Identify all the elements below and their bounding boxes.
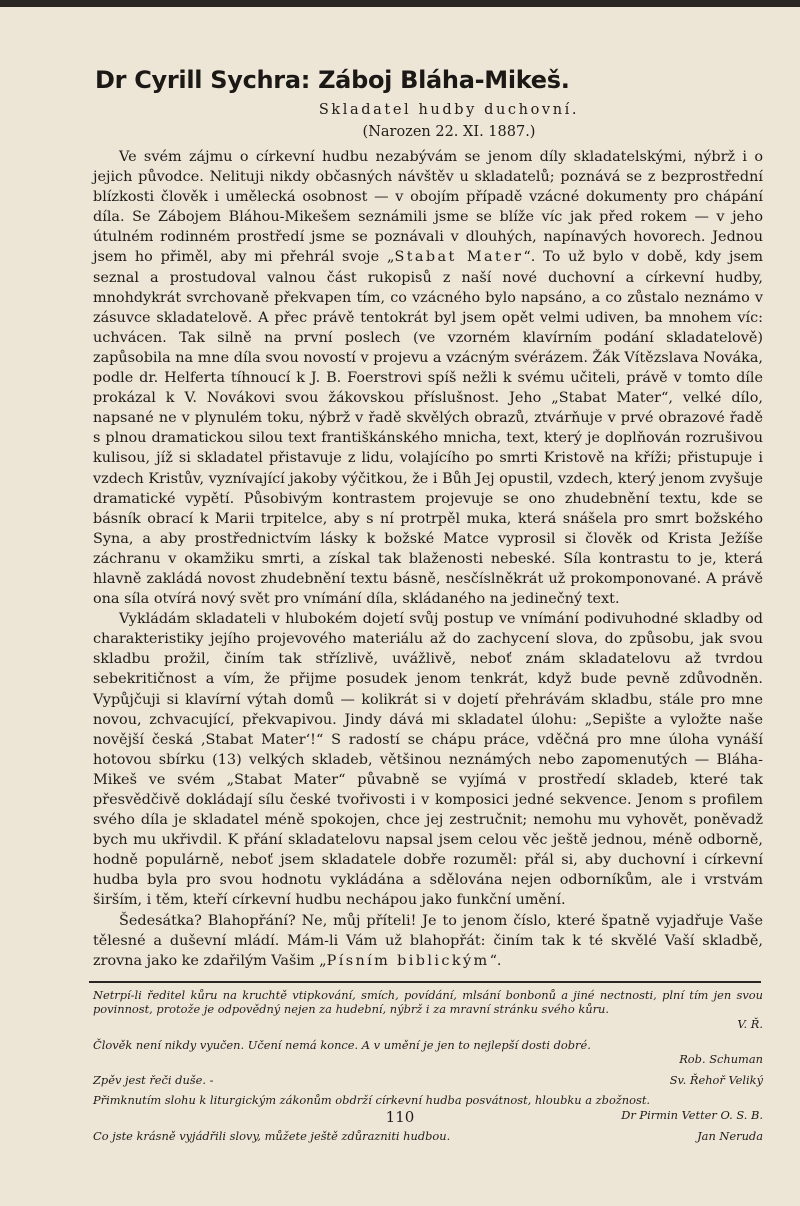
quote-2 (93, 1038, 763, 1067)
quote-author: V. Ř. (737, 1017, 763, 1032)
paragraph-3-start: Šedesátka? Blahopřání? Ne, můj příteli! Je to jenom číslo, které špatně vyjadřuje Vaše tělesné a duševní mládí. Mám-li Vám už blahopřát: činím tak k té skvělé Vaší skladbě, zrovna jako ke zdařilým Vašim „ (93, 912, 763, 969)
article-title: Dr Cyrill Sychra: Záboj Bláha-Mikeš. (95, 66, 570, 94)
quote-author: Jan Neruda (697, 1128, 763, 1143)
quote-text: Přimknutím slohu k liturgickým zákonům obdrží církevní hudba posvátnost, hloubku a zbožnost. (93, 1093, 651, 1108)
quote-author: Sv. Řehoř Veliký (669, 1072, 763, 1087)
quote-3 (93, 1073, 763, 1088)
paragraph-1 (93, 147, 763, 609)
page-content (93, 66, 763, 1149)
quote-author: Dr Pirmin Vetter O. S. B. (621, 1108, 763, 1122)
birth-date: (Narozen 22. XI. 1887.) (362, 124, 536, 140)
paragraph-1-end: “. To už bylo v době, kdy jsem seznal a prostudoval valnou část rukopisů z naší nové duchovní a církevní hudby, mnohdykrát svrchovaně překvapen tím, co vzácného bylo napsáno, a co zůstalo neznámo v zásuvce skladatelově. A přec právě tentokrát byl jsem opět velmi udiven, ba mnohem víc: uchvácen. Tak silně na první poslech (ve vzorném klavírním podání skladatelově) zapůsobila na mne díla svou novostí v projevu a vzácným svérázem. Žák Vítězslava Nováka, podle dr. Helferta tíhnoucí k J. B. Foerstrovi spíš nežli k svému učiteli, právě v tomto díle prokázal k V. Novákovi svou žákovskou příslušnost. Jeho „Stabat Mater“, velké dílo, napsané ne v plynulém toku, nýbrž v řadě skvělých obrazů, ztvárňuje v prvé obrazové řadě s plnou dramatickou silou text františkánského mnicha, text, který je doplňován rozrušivou kulisou, jíž si skladatel přistavuje z lidu, volajícího po smrti Kristově na kříži; přistupuje i vzdech Kristův, vyznívající jakoby výčitkou, že i Bůh Jej opustil, vzdech, který jenom zvyšuje dramatické vypětí. Působivým kontrastem projevuje se ono zhudebnění textu, kde se básník obrací k Marii trpitelce, aby s ní protrpěl muka, která snášela pro smrt božského Syna, a aby prostřednictvím lásky k božské Matce vyprosil si člověk od Krista Ježíše záchranu v okamžiku smrti, a získal tak blaženosti nebeské. Síla kontrastu to je, která hlavně zakládá novost zhudebnění textu básně, nesčíslněkrát už prokomponované. A právě ona síla otvírá nový svět pro vnímání díla, skládaného na jedinečný text. (93, 249, 764, 608)
page-number: 110 (385, 1108, 415, 1126)
paragraph-3 (93, 911, 763, 971)
top-edge-rule (0, 0, 800, 7)
paragraph-2: Vykládám skladateli v hlubokém dojetí svůj postup ve vnímání podivuhodné skladby od charakteristiky jejího projevového materiálu až do zachycení slova, do způsobu, jak svou skladbu prožil, činím tak střízlivě, uvážlivě, neboť znám skladatelovu až tvrdou sebekritičnost a vím, že přijme posudek jenom tenkrát, když bude pevně zdůvodněn. Vypůjčuji si klavírní výtah domů — kolikrát si v dojetí přehrávám skladbu, stále pro mne novou, zchvacující, překvapivou. Jindy dává mi skladatel úlohu: „Sepište a vyložte naše novější česká ‚Stabat Mater‘!“ S radostí se chápu práce, vděčná pro mne úloha vynáší hotovou sbírku (13) velkých skladeb, většinou neznámých nebo zapomenutých — Bláha-Mikeš ve svém „Stabat Mater“ půvabně se vyjímá v prostředí skladeb, které tak přesvědčivě dokládají sílu české tvořivosti i v komposici jedné sekvence. Jenom s profilem svého díla je skladatel méně spokojen, chce jej zestručnit; nemohu mu vyhovět, poněvadž bych mu ukřivdil. K přání skladatelovu napsal jsem celou věc ještě jednou, méně odborně, hodně populárně, neboť jsem skladatele dobře rozuměl: přál si, aby duchovní i církevní hudba byla pro svou hodnotu vykládána a sdělována nejen odborníkům, ale i vrstvám širším, i těm, kteří církevní hudbu nechápou jako funkční umění. (93, 611, 763, 909)
quote-5 (93, 1129, 763, 1144)
quote-text: Co jste krásně vyjádřili slovy, můžete ještě zdůrazniti hudbou. (93, 1128, 451, 1143)
quote-text: Zpěv jest řeči duše. - (93, 1072, 214, 1087)
quote-author: Rob. Schuman (679, 1052, 763, 1067)
paragraph-1-start: Ve svém zájmu o církevní hudbu nezabývám se jenom díly skladatelskými, nýbrž i o jejich původce. Nelituji nikdy občasných návštěv u skladatelů; poznává se z bezprostřední blízkosti člověk i umělecká osobnost — v obojím případě vzácné dokumenty pro chápání díla. Se Zábojem Bláhou-Mikešem seznámili jsme se blíže víc jak před rokem — v jeho útulném rodinném prostředí jsme se poznávali v dlouhých, napínavých hovorech. Jednou jsem ho přiměl, aby mi přehrál svoje „ (93, 149, 763, 266)
quote-1 (93, 988, 763, 1032)
quote-text: Netrpí-li ředitel kůru na kruchtě vtipkování, smích, povídání, mlsání bonbonů a jiné nectnosti, plní tím jen svou povinnost, protože je odpovědný nejen za hudební, nýbrž i za mravní stránku svého kůru. (93, 987, 763, 1017)
section-divider (89, 981, 761, 983)
quote-text: Člověk není nikdy vyučen. Učení nemá konce. A v umění je jen to nejlepší dosti dobré. (93, 1037, 591, 1052)
article-body (93, 147, 763, 971)
work-title-pisne-biblicke: Písním biblickým (326, 952, 490, 969)
paragraph-3-end: “. (489, 952, 502, 969)
work-title-stabat-mater: Stabat Mater (394, 249, 524, 266)
article-subtitle: Skladatel hudby duchovní. (318, 102, 580, 118)
